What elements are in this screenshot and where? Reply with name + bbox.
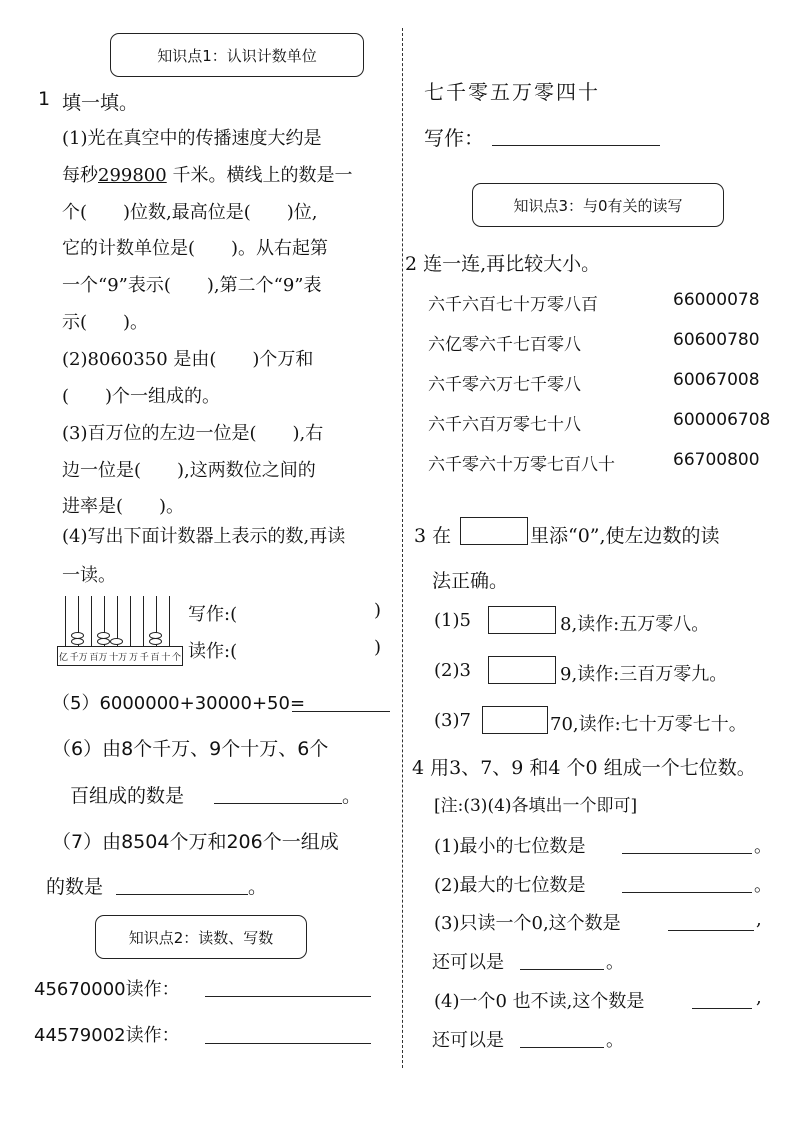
abacus-label: 十 xyxy=(161,652,171,663)
abacus-label: 千 xyxy=(139,652,149,663)
q2-left-item[interactable]: 六千零六十万零七百八十 xyxy=(428,455,615,475)
abacus-labels xyxy=(57,646,183,666)
q2-left-item[interactable]: 六千六百万零七十八 xyxy=(428,415,581,435)
q3-item3-post: 70,读作:七十万零七十。 xyxy=(550,714,747,735)
q1-p1-line3: 个( )位数,最高位是( )位, xyxy=(62,202,318,223)
knowledge-point-3-box: 知识点3：与0有关的读写 xyxy=(472,183,724,227)
q3-item2-post: 9,读作:三百万零九。 xyxy=(560,664,728,685)
right-top-write-label: 写作： xyxy=(424,126,484,150)
underlined-number: 299800 xyxy=(98,165,167,186)
q2-left-item[interactable]: 六千六百七十万零八百 xyxy=(428,295,598,315)
q3-item3-pre: (3)7 xyxy=(434,710,471,731)
q4-s2: (2)最大的七位数是 xyxy=(434,875,586,896)
q3-fill-box[interactable] xyxy=(482,706,548,734)
q1-p1-line2-a: 每秒 xyxy=(62,165,98,186)
q1-p6-line2: 百组成的数是 xyxy=(70,785,185,807)
q1-p5: （5）6000000+30000+50= xyxy=(52,693,306,714)
q1-p7-line2: 的数是 xyxy=(46,876,104,898)
answer-line[interactable] xyxy=(622,853,752,854)
answer-line[interactable] xyxy=(520,969,604,970)
q4-s3-end: , xyxy=(756,909,762,930)
q2-left-item[interactable]: 六亿零六千七百零八 xyxy=(428,335,581,355)
q1-p6-line1: （6）由8个千万、9个十万、6个 xyxy=(52,738,329,760)
abacus-bead xyxy=(97,638,110,645)
abacus-write-label: 写作:( xyxy=(188,604,238,625)
q1-p7-end: 。 xyxy=(248,876,268,898)
q1-title: 填一填。 xyxy=(62,92,139,114)
q1-p2-line1: (2)8060350 是由( )个万和 xyxy=(62,349,314,370)
q3-line2: 法正确。 xyxy=(432,570,509,592)
answer-line[interactable] xyxy=(492,145,660,146)
abacus-rod xyxy=(91,596,92,646)
q3-item1-post: 8,读作:五万零八。 xyxy=(560,614,710,635)
q4-s3b-end: 。 xyxy=(606,952,624,973)
q1-number: 1 xyxy=(38,88,51,110)
abacus-bead xyxy=(71,638,84,645)
abacus-rod xyxy=(169,596,170,646)
abacus-read-label: 读作:( xyxy=(188,641,238,662)
answer-line[interactable] xyxy=(205,1043,371,1044)
q1-p4-line1: (4)写出下面计数器上表示的数,再读 xyxy=(62,526,346,547)
q1-p1-line2-b: 千米。横线上的数是一 xyxy=(166,165,353,186)
abacus-label: 百万 xyxy=(89,652,108,663)
q4-s3b: 还可以是 xyxy=(432,952,504,973)
q4-s1: (1)最小的七位数是 xyxy=(434,836,586,857)
answer-line[interactable] xyxy=(214,803,342,804)
q4-s4: (4)一个0 也不读,这个数是 xyxy=(434,991,645,1012)
q1-p3-line2: 边一位是( ),这两数位之间的 xyxy=(62,460,316,481)
answer-line[interactable] xyxy=(116,894,248,895)
q4-s2-end: 。 xyxy=(754,875,772,896)
q1-p7-line1: （7）由8504个万和206个一组成 xyxy=(52,831,339,853)
answer-line[interactable] xyxy=(520,1047,604,1048)
abacus-read-close: ) xyxy=(374,637,382,658)
abacus-label: 亿 xyxy=(58,652,68,663)
q1-p2-line2: ( )个一组成的。 xyxy=(62,386,221,407)
q4-line1: 4 用3、7、9 和4 个0 组成一个七位数。 xyxy=(412,757,756,779)
abacus-label: 千万 xyxy=(69,652,88,663)
q3-fill-box[interactable] xyxy=(488,656,556,684)
q3-example-box xyxy=(460,517,528,545)
read-item-2-label: 44579002读作： xyxy=(34,1025,180,1046)
read-item-1-label: 45670000读作： xyxy=(34,979,180,1000)
abacus-label: 个 xyxy=(172,652,182,663)
abacus-label: 十万 xyxy=(109,652,128,663)
q1-p1-line4: 它的计数单位是( )。从右起第 xyxy=(62,238,329,259)
knowledge-point-1-box: 知识点1：认识计数单位 xyxy=(110,33,364,77)
abacus-rod xyxy=(130,596,131,646)
q1-p6-end: 。 xyxy=(342,785,362,807)
q4-s1-end: 。 xyxy=(754,836,772,857)
q1-p4-line2: 一读。 xyxy=(62,565,116,586)
q2-left-item[interactable]: 六千零六万七千零八 xyxy=(428,375,581,395)
answer-line[interactable] xyxy=(622,892,752,893)
q1-p1-line5: 一个“9”表示( ),第二个“9”表 xyxy=(62,275,322,296)
abacus-bead xyxy=(110,638,123,645)
abacus-rod xyxy=(65,596,66,646)
abacus-bead xyxy=(149,638,162,645)
right-top-number-text: 七千零五万零四十 xyxy=(424,80,600,104)
q2-right-item[interactable]: 60600780 xyxy=(673,330,760,350)
q4-s4b-end: 。 xyxy=(606,1030,624,1051)
q1-p1-line2 xyxy=(62,161,352,187)
q1-p1-line1: (1)光在真空中的传播速度大约是 xyxy=(62,128,322,149)
q3-line1-a: 3 在 xyxy=(414,525,452,547)
abacus-label: 百 xyxy=(150,652,160,663)
abacus-rod xyxy=(143,596,144,646)
q1-p1-line6: 示( )。 xyxy=(62,312,149,333)
q4-s4b: 还可以是 xyxy=(432,1030,504,1051)
answer-line[interactable] xyxy=(692,1008,752,1009)
q4-s4-end: , xyxy=(756,987,762,1008)
q2-right-item[interactable]: 60067008 xyxy=(673,370,760,390)
q2-right-item[interactable]: 600006708 xyxy=(673,410,771,430)
q2-right-item[interactable]: 66000078 xyxy=(673,290,760,310)
q1-p3-line1: (3)百万位的左边一位是( ),右 xyxy=(62,423,324,444)
abacus-label: 万 xyxy=(128,652,138,663)
q4-note: [注:(3)(4)各填出一个即可] xyxy=(434,796,638,816)
answer-line[interactable] xyxy=(292,711,390,712)
column-divider xyxy=(402,28,403,1068)
answer-line[interactable] xyxy=(205,996,371,997)
q2-right-item[interactable]: 66700800 xyxy=(673,450,760,470)
q3-fill-box[interactable] xyxy=(488,606,556,634)
q2-title: 2 连一连,再比较大小。 xyxy=(405,253,601,275)
q3-item2-pre: (2)3 xyxy=(434,660,471,681)
q1-p3-line3: 进率是( )。 xyxy=(62,496,185,517)
q4-s3: (3)只读一个0,这个数是 xyxy=(434,913,621,934)
answer-line[interactable] xyxy=(668,930,754,931)
knowledge-point-2-box: 知识点2：读数、写数 xyxy=(95,915,307,959)
q3-item1-pre: (1)5 xyxy=(434,610,471,631)
q3-line1-b: 里添“0”,使左边数的读 xyxy=(530,525,720,547)
abacus-write-close: ) xyxy=(374,600,382,621)
